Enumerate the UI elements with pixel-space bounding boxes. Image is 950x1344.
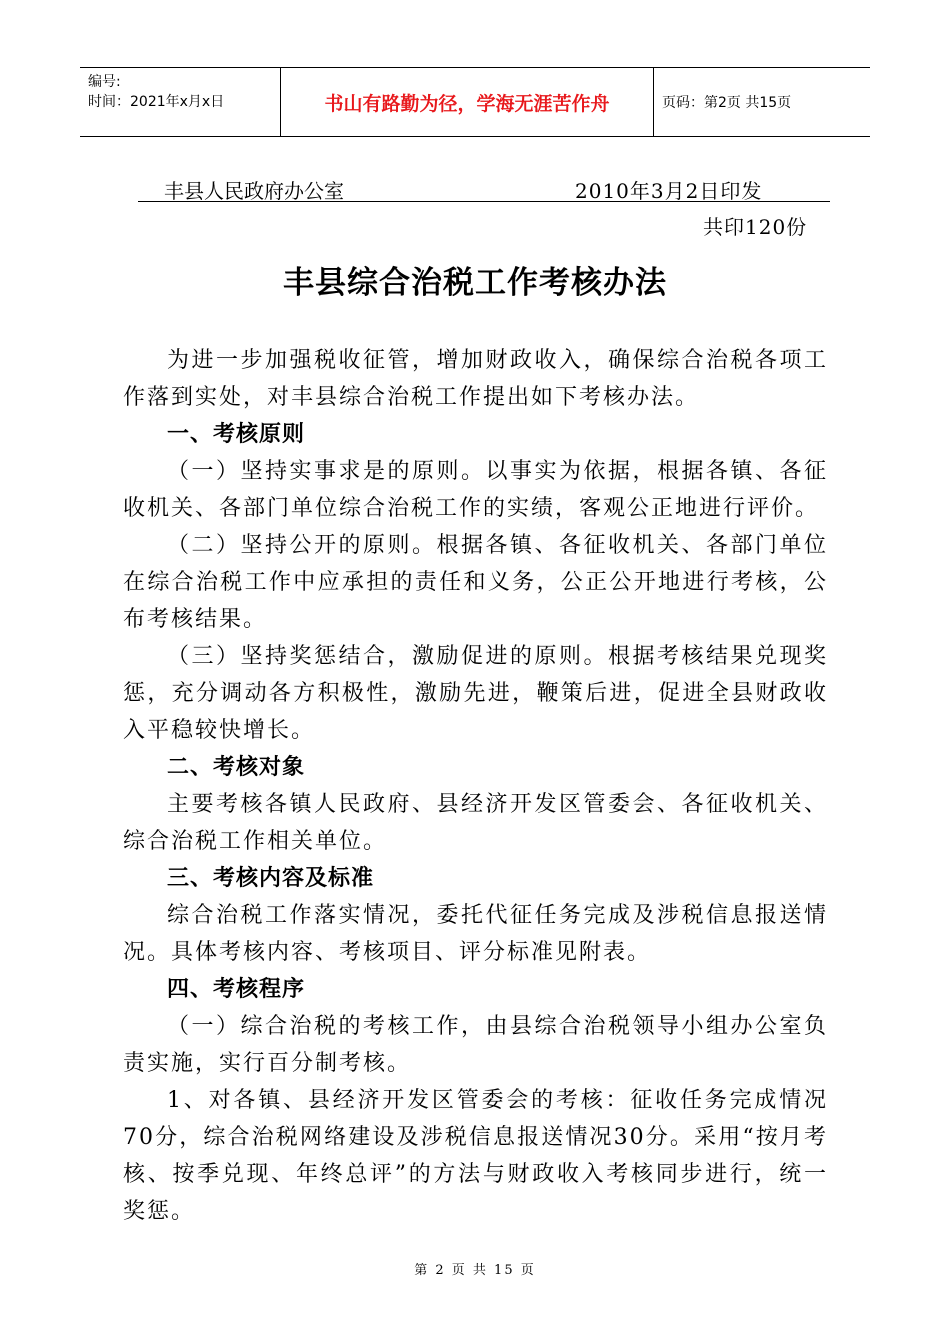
body-paragraph: （一）坚持实事求是的原则。以事实为依据，根据各镇、各征收机关、各部门单位综合治税工作的实绩，客观公正地进行评价。 <box>123 459 828 521</box>
header-motto: 书山有路勤为径，学海无涯苦作舟 <box>281 68 654 136</box>
page-footer: 第 2 页 共 15 页 <box>414 1263 536 1278</box>
section-heading: 三、考核内容及标准 <box>167 866 375 891</box>
document-date-label: 时间：2021年x月x日 <box>88 94 225 110</box>
issue-date: 2010年3月2日印发 <box>575 179 763 203</box>
document-number-label: 编号: <box>88 74 121 90</box>
issuance-line <box>138 173 830 202</box>
header-meta <box>80 68 281 136</box>
intro-paragraph: 为进一步加强税收征管，增加财政收入，确保综合治税各项工作落到实处，对丰县综合治税工作提出如下考核办法。 <box>123 348 828 410</box>
copies-count: 共印120份 <box>703 215 808 239</box>
section-heading: 二、考核对象 <box>167 755 306 780</box>
document-title: 丰县综合治税工作考核办法 <box>283 265 667 301</box>
body-paragraph: 主要考核各镇人民政府、县经济开发区管委会、各征收机关、综合治税工作相关单位。 <box>123 792 828 854</box>
body-paragraph: 1、对各镇、县经济开发区管委会的考核：征收任务完成情况70分，综合治税网络建设及涉税信息报送情况30分。采用“按月考核、按季兑现、年终总评”的方法与财政收入考核同步进行，统一奖惩。 <box>123 1088 828 1224</box>
issuer: 丰县人民政府办公室 <box>164 179 344 203</box>
section-heading: 四、考核程序 <box>167 977 306 1002</box>
document-body <box>123 342 828 1230</box>
page-header <box>80 67 870 137</box>
body-paragraph: 综合治税工作落实情况，委托代征任务完成及涉税信息报送情况。具体考核内容、考核项目、评分标准见附表。 <box>123 903 828 965</box>
section-heading: 一、考核原则 <box>167 422 306 447</box>
body-paragraph: （三）坚持奖惩结合，激励促进的原则。根据考核结果兑现奖惩，充分调动各方积极性，激励先进，鞭策后进，促进全县财政收入平稳较快增长。 <box>123 644 828 743</box>
header-page-info: 页码：第2页 共15页 <box>662 95 792 111</box>
body-paragraph: （一）综合治税的考核工作，由县综合治税领导小组办公室负责实施，实行百分制考核。 <box>123 1014 828 1076</box>
body-paragraph: （二）坚持公开的原则。根据各镇、各征收机关、各部门单位在综合治税工作中应承担的责任和义务，公正公开地进行考核，公布考核结果。 <box>123 533 828 632</box>
